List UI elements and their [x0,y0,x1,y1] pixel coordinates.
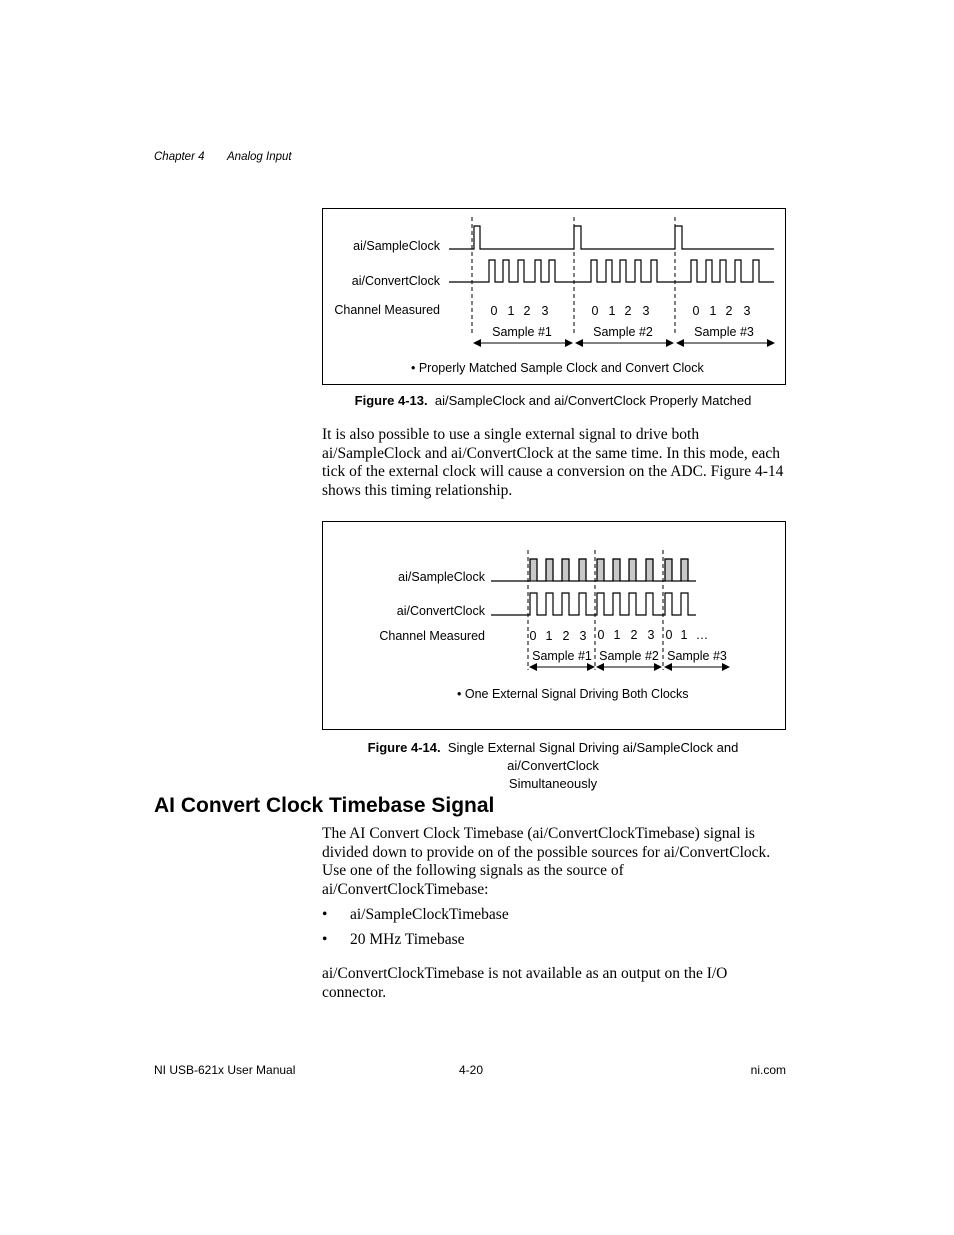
fig13-caption-text: ai/SampleClock and ai/ConvertClock Properly Matched [434,393,752,408]
fig13-ch-s2-3: 3 [642,304,650,318]
fig14-sampleclock-waveform [491,559,696,581]
fig14-ch-s1-2: 2 [562,629,570,643]
fig13-ch-s2-2: 2 [624,304,632,318]
running-header-section: Analog Input [227,151,292,163]
fig14-label-convertclock: ai/ConvertClock [396,604,485,618]
fig13-caption-label: Figure 4-13. [354,393,428,408]
fig14-sample-1-label: Sample #1 [532,649,592,663]
fig13-sample-3-label: Sample #3 [694,325,754,339]
running-header-chapter: Chapter 4 [154,151,205,163]
fig13-ch-s3-0: 0 [692,304,700,318]
fig14-ch-s3-1: 1 [680,628,688,642]
figure-4-13 [322,208,786,385]
section-title: AI Convert Clock Timebase Signal [154,794,495,817]
fig14-sample-3-label: Sample #3 [667,649,727,663]
fig14-note: • One External Signal Driving Both Clocks [457,687,689,701]
footer-page-number: 4-20 [459,1063,484,1077]
fig14-ch-s3-ellipsis: … [695,628,709,642]
footer-manual-title: NI USB-621x User Manual [154,1063,296,1077]
fig13-ch-s1-0: 0 [490,304,498,318]
fig14-ch-s1-1: 1 [545,629,553,643]
figure-4-13-caption [322,393,784,408]
paragraph-convert-clock-timebase: The AI Convert Clock Timebase (ai/ConvertClockTimebase) signal is divided down to provide on of the possible sources for ai/ConvertClock. Use one of the following signals as the source of ai/ConvertClockTimebase: [322,825,771,898]
figure-4-14 [322,521,786,730]
figure-4-13-diagram [323,209,785,384]
fig14-caption-label: Figure 4-14. [367,740,441,755]
list-item: • ai/SampleClockTimebase [322,906,509,923]
list-item: • 20 MHz Timebase [322,931,465,948]
list-item-text: ai/SampleClockTimebase [350,906,509,923]
fig13-ch-s1-1: 1 [507,304,515,318]
list-item-text: 20 MHz Timebase [350,931,465,948]
fig13-ch-s3-2: 2 [725,304,733,318]
fig13-ch-s2-1: 1 [608,304,616,318]
fig13-label-convertclock: ai/ConvertClock [351,274,440,288]
fig14-caption-text-line2: Simultaneously [508,776,598,791]
fig13-sample-2-label: Sample #2 [593,325,653,339]
fig13-ch-s3-3: 3 [743,304,751,318]
fig14-ch-s2-0: 0 [597,628,605,642]
figure-4-14-diagram [323,522,785,729]
fig13-ch-s3-1: 1 [709,304,717,318]
timebase-source-list [322,906,509,956]
fig14-ch-s2-2: 2 [630,628,638,642]
fig13-sampleclock-waveform [449,226,774,249]
fig13-sample-1-label: Sample #1 [492,325,552,339]
fig13-ch-s1-3: 3 [541,304,549,318]
fig13-ch-s1-2: 2 [523,304,531,318]
fig14-caption-text: Single External Signal Driving ai/SampleClock and ai/ConvertClock [447,740,739,773]
fig14-ch-s2-1: 1 [613,628,621,642]
figure-4-14-caption [322,739,784,793]
fig14-ch-s1-3: 3 [579,629,587,643]
fig14-ch-s1-0: 0 [529,629,537,643]
fig14-convertclock-waveform [491,593,696,615]
fig14-ch-s2-3: 3 [647,628,655,642]
fig13-ch-s2-0: 0 [591,304,599,318]
fig14-label-sampleclock: ai/SampleClock [398,570,485,584]
fig13-label-sampleclock: ai/SampleClock [353,239,440,253]
paragraph-single-external-signal: It is also possible to use a single external signal to drive both ai/SampleClock and ai/ConvertClock at the same time. In this mode, each tick of the external clock will cause a conversion on the ADC. Figure 4-14 shows this timing relationship. [322,426,784,499]
paragraph-not-available: ai/ConvertClockTimebase is not available as an output on the I/O connector. [322,965,728,1001]
fig13-label-channel-measured: Channel Measured [334,303,440,317]
fig13-convertclock-waveform [449,260,774,282]
fig14-sample-2-label: Sample #2 [599,649,659,663]
fig14-ch-s3-0: 0 [665,628,673,642]
fig14-label-channel-measured: Channel Measured [379,629,485,643]
footer-website: ni.com [750,1063,786,1077]
fig13-note: • Properly Matched Sample Clock and Convert Clock [411,361,704,375]
